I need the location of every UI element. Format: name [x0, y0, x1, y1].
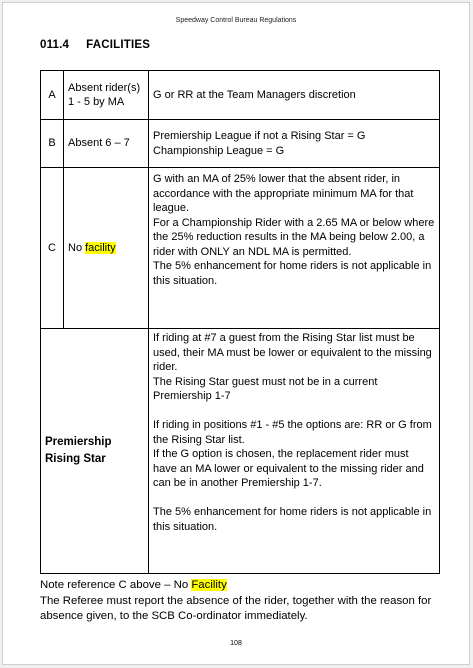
highlighted-term: Facility	[191, 579, 227, 591]
section-number: 011.4	[40, 39, 70, 51]
row-letter: C	[41, 168, 64, 329]
document-page	[2, 2, 470, 665]
rule-line: Premiership League if not a Rising Star = G	[153, 130, 366, 142]
table-row-c	[41, 168, 440, 329]
rule-line: Championship League = G	[153, 144, 285, 157]
condition-text: No	[68, 241, 86, 254]
table-row-b	[41, 120, 440, 168]
highlighted-term: facility	[85, 241, 116, 254]
table-row-d	[41, 329, 440, 574]
rule-line: For a Championship Rider with a 2.65 MA or below where the 25% reduction results in the MA being below 2.00, a rider with ONLY an NDL MA is permitted.	[153, 216, 435, 258]
row-rule	[149, 120, 440, 168]
referee-paragraph: The Referee must report the absence of the rider, together with the reason for absence given, to the SCB Co-ordinator immediately.	[40, 594, 432, 622]
page-number: 108	[230, 640, 242, 647]
note-text: Note reference C above – No	[40, 579, 192, 591]
rule-line: If riding at #7 a guest from the Rising Star list must be used, their MA must be lower or equivalent to the missing rider.	[153, 332, 432, 373]
section-title: FACILITIES	[86, 39, 151, 51]
facilities-table	[40, 70, 440, 574]
rule-line: The Rising Star guest must not be in a current Premiership 1-7	[153, 375, 378, 402]
blank-line	[153, 404, 435, 419]
row-rule	[149, 329, 440, 574]
note-reference	[40, 578, 445, 594]
running-header: Speedway Control Bureau Regulations	[175, 17, 297, 24]
row-rule: G or RR at the Team Managers discretion	[149, 71, 440, 120]
rule-line: The 5% enhancement for home riders is not applicable in this situation.	[153, 260, 432, 287]
notes-block	[40, 578, 445, 625]
row-condition: Absent rider(s) 1 - 5 by MA	[64, 71, 149, 120]
row-condition: Absent 6 – 7	[64, 120, 149, 168]
rule-line: G with an MA of 25% lower that the absent rider, in accordance with the appropriate minimum MA for that league.	[153, 173, 414, 214]
rule-line: If riding in positions #1 - #5 the options are: RR or G from the Rising Star list.	[153, 419, 432, 446]
row-letter: A	[41, 71, 64, 120]
row-condition	[64, 168, 149, 329]
rule-line: If the G option is chosen, the replacement rider must have an MA lower or equivalent to the missing rider and can be in another Premiership 1-7.	[153, 448, 424, 489]
row-rule	[149, 168, 440, 329]
rule-line: The 5% enhancement for home riders is not applicable in this situation.	[153, 506, 432, 533]
row-label: Premiership Rising Star	[41, 329, 149, 574]
section-heading	[40, 39, 150, 51]
table-row-a	[41, 71, 440, 120]
blank-line	[153, 491, 435, 506]
row-letter: B	[41, 120, 64, 168]
